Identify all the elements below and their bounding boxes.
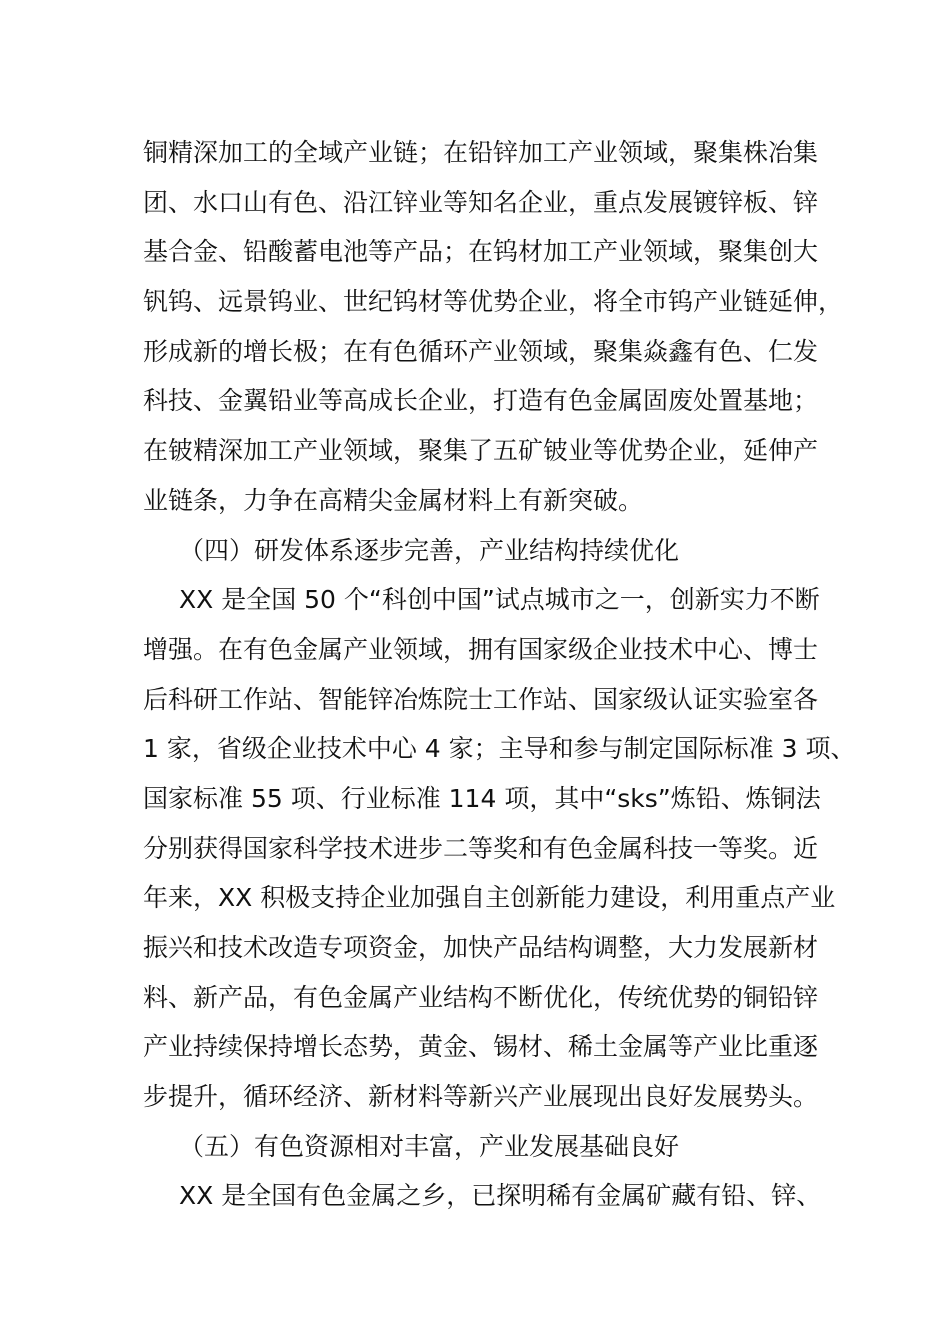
text-line: 科技、金翼铅业等高成长企业，打造有色金属固废处置基地； <box>143 386 819 416</box>
paragraph-first-line: XX 是全国有色金属之乡，已探明稀有金属矿藏有铅、锌、 <box>179 1181 822 1211</box>
document-body <box>143 128 856 1221</box>
text-line: 振兴和技术改造专项资金，加快产品结构调整，大力发展新材 <box>143 933 819 962</box>
section-heading-5: （五）有色资源相对丰富，产业发展基础良好 <box>179 1131 680 1161</box>
text-line: 铜精深加工的全域产业链；在铅锌加工产业领域，聚集株冶集 <box>143 138 819 167</box>
text-line: 料、新产品，有色金属产业结构不断优化，传统优势的铜铅锌 <box>143 982 819 1012</box>
text-line: 分别获得国家科学技术进步二等奖和有色金属科技一等奖。近 <box>143 833 819 863</box>
text-line: 年来，XX 积极支持企业加强自主创新能力建设，利用重点产业 <box>143 883 836 913</box>
text-line: 增强。在有色金属产业领域，拥有国家级企业技术中心、博士 <box>143 634 819 664</box>
text-line: 基合金、铅酸蓄电池等产品；在钨材加工产业领域，聚集创大 <box>143 237 819 267</box>
text-line: 形成新的增长极；在有色循环产业领域，聚集焱鑫有色、仁发 <box>143 336 819 366</box>
text-line: 1 家，省级企业技术中心 4 家；主导和参与制定国际标准 3 项、 <box>143 734 856 764</box>
text-line: 团、水口山有色、沿江锌业等知名企业，重点发展镀锌板、锌 <box>143 187 819 217</box>
text-line: 在铍精深加工产业领域，聚集了五矿铍业等优势企业，延伸产 <box>143 436 819 466</box>
text-line: 钒钨、远景钨业、世纪钨材等优势企业，将全市钨产业链延伸， <box>143 287 844 317</box>
paragraph-first-line: XX 是全国 50 个“科创中国”试点城市之一，创新实力不断 <box>179 585 820 615</box>
text-line: 国家标准 55 项、行业标准 114 项，其中“sks”炼铅、炼铜法 <box>143 783 821 813</box>
section-heading-4: （四）研发体系逐步完善，产业结构持续优化 <box>179 535 680 565</box>
paragraph-last-line: 步提升，循环经济、新材料等新兴产业展现出良好发展势头。 <box>143 1082 819 1112</box>
text-line: 产业持续保持增长态势，黄金、锡材、稀土金属等产业比重逐 <box>143 1032 819 1062</box>
text-line: 后科研工作站、智能锌冶炼院士工作站、国家级认证实验室各 <box>143 684 819 714</box>
paragraph-last-line: 业链条，力争在高精尖金属材料上有新突破。 <box>143 485 644 515</box>
